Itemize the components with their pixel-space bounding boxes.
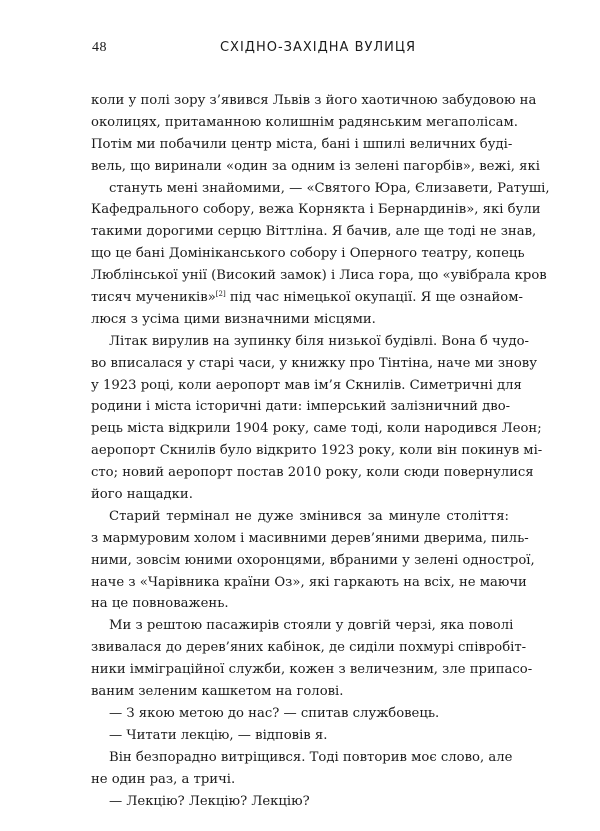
text-line: Старий термінал не дуже змінився за минуле століття: (109, 508, 509, 524)
text-line: родини і міста історичні дати: імперський залізничний дво- (91, 399, 511, 415)
body-text (91, 90, 550, 812)
text-line-with-footnote (91, 287, 523, 309)
text-line: рець міста відкрили 1904 року, саме тоді, коли народився Леон; (91, 421, 542, 437)
text-line: на це повноважень. (91, 596, 229, 612)
text-line: сто; новий аеропорт постав 2010 року, коли сюди повернулися (91, 465, 534, 481)
text-line: ними, зовсім юними охоронцями, вбраними у зелені однострої, (91, 552, 535, 568)
text-line: не один раз, а тричі. (91, 771, 236, 787)
text-line: що це бані Домініканського собору і Оперного театру, копець (91, 246, 525, 262)
text-line: Літак вирулив на зупинку біля низької будівлі. Вона б чудо- (109, 333, 529, 349)
text-line: Кафедрального собору, вежа Корнякта і Бернардинів», які були (91, 202, 541, 218)
dialogue-line: — З якою метою до нас? — спитав службовець. (109, 705, 440, 721)
running-title: СХІДНО-ЗАХІДНА ВУЛИЦЯ (219, 40, 417, 55)
page-number: 48 (92, 40, 107, 55)
dialogue-line: — Лекцію? Лекцію? Лекцію? (109, 793, 310, 809)
text-line: вель, що виринали «один за одним із зелені пагорбів», вежі, які (91, 158, 540, 174)
text-line: аеропорт Скнилів було відкрито 1923 року, коли він покинув мі- (91, 443, 543, 459)
dialogue-line: — Читати лекцію, — відповів я. (109, 727, 328, 743)
text-line: коли у полі зору з’явився Львів з його хаотичною забудовою на (91, 93, 537, 108)
text-line: такими дорогими серцю Віттліна. Я бачив, але ще тоді не знав, (91, 224, 537, 240)
text-fragment: під час німецької окупації. Я ще ознайом- (229, 290, 523, 306)
text-line: у 1923 році, коли аеропорт мав ім’я Скнилів. Симетричні для (91, 377, 522, 393)
page-header (92, 40, 508, 62)
text-line: во вписалася у старі часи, у книжку про Тінтіна, наче ми знову (91, 355, 537, 371)
text-line: ники імміграційної служби, кожен з величезним, зле припасо- (91, 662, 533, 678)
text-line: з мармуровим холом і масивними дерев’яними дверима, пиль- (91, 530, 529, 546)
text-line: околицях, притаманною колишнім радянським мегаполісам. (91, 114, 518, 130)
footnote-reference[interactable]: [2] (215, 290, 226, 299)
text-line: Люблінської унії (Високий замок) і Лиса гора, що «увібрала кров (91, 268, 547, 284)
text-line: звивалася до дерев’яних кабінок, де сиділи похмурі співробіт- (91, 640, 527, 656)
text-line: люся з усіма цими визначними місцями. (91, 311, 376, 327)
text-line: Потім ми побачили центр міста, бані і шпилі величних буді- (91, 136, 513, 152)
text-line: Ми з рештою пасажирів стояли у довгій черзі, яка поволі (109, 618, 514, 634)
text-fragment: тисяч мучеників» (91, 290, 216, 306)
text-line: ваним зеленим кашкетом на голові. (91, 684, 344, 700)
text-line: його нащадки. (91, 487, 193, 503)
text-line: Він безпорадно витріщився. Тоді повторив моє слово, але (109, 749, 513, 765)
text-line: стануть мені знайомими, — «Святого Юра, Єлизавети, Ратуші, (109, 180, 550, 196)
text-line: наче з «Чарівника країни Оз», які гаркають на всіх, не маючи (91, 574, 527, 590)
